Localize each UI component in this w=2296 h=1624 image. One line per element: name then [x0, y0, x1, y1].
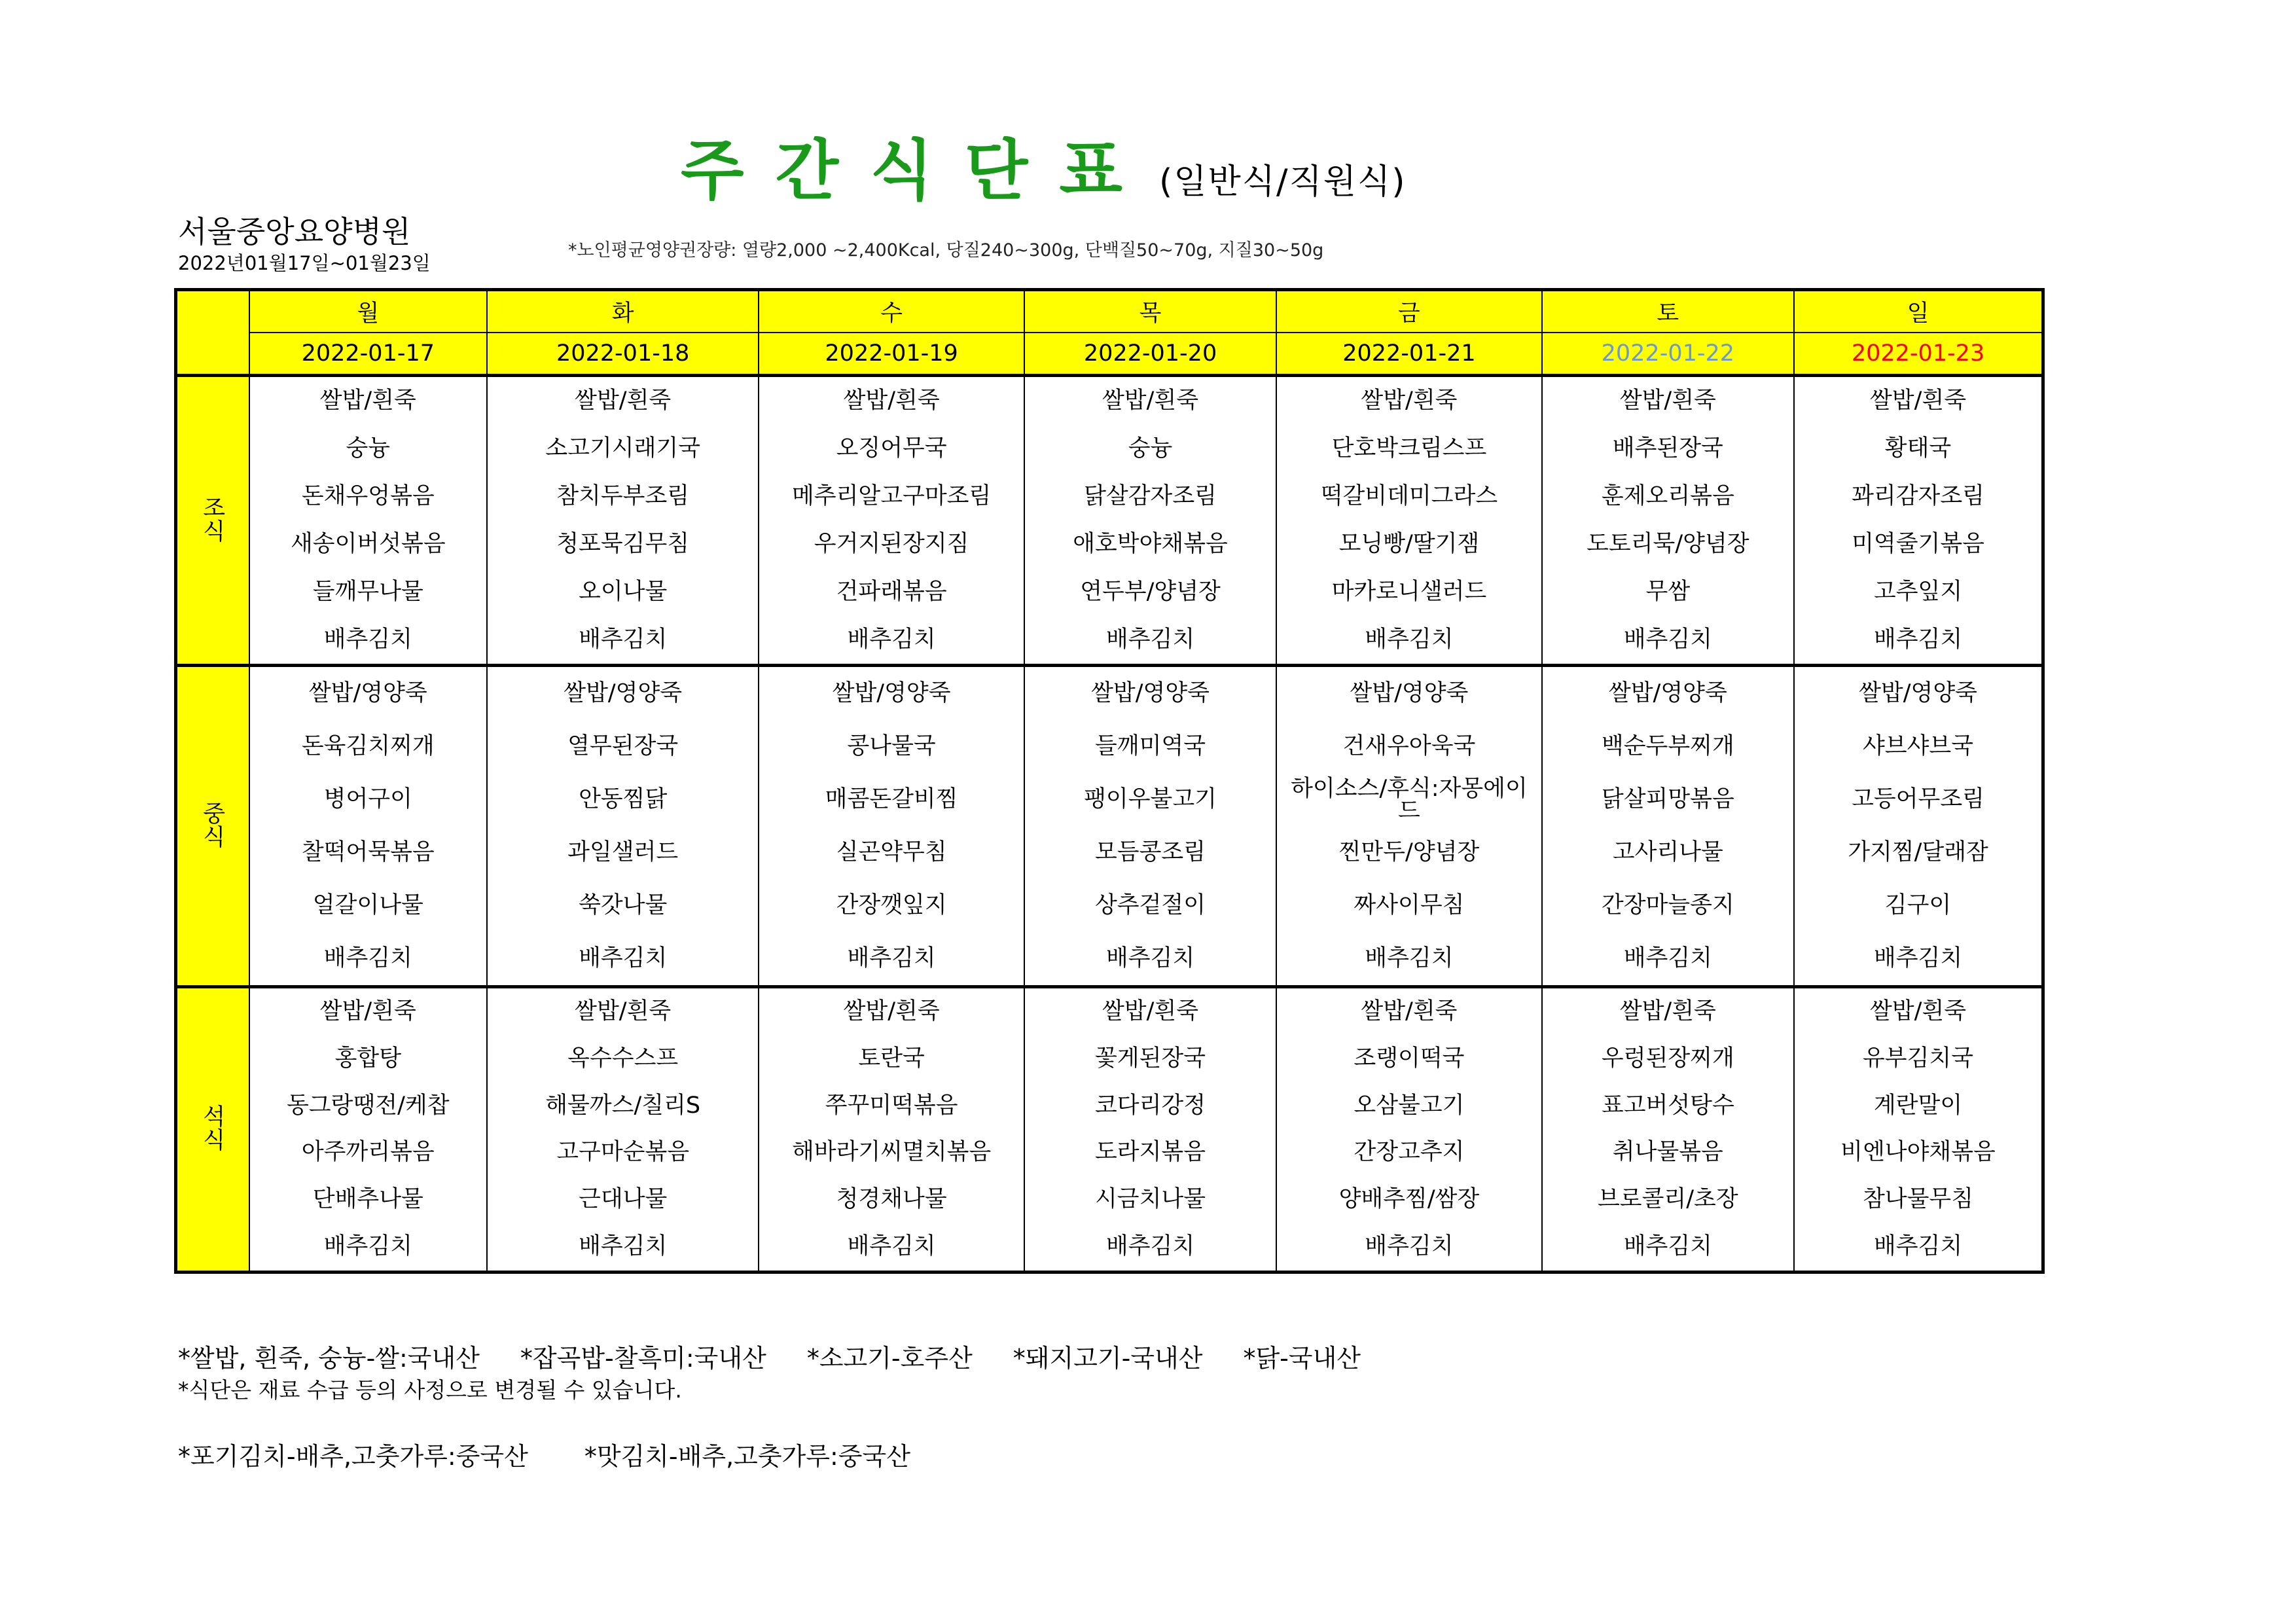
- meal-label: [176, 987, 249, 1272]
- origin-notes-line-2: [178, 1440, 1401, 1473]
- menu-item: 쌀밥/영양죽: [1859, 680, 1977, 706]
- menu-period: 2022년01월17일~01월23일: [178, 252, 431, 274]
- menu-cell: [249, 987, 487, 1272]
- hospital-name: 서울중앙요양병원: [178, 214, 411, 249]
- menu-item: 마카로니샐러드: [1331, 579, 1487, 605]
- menu-item: 쑥갓나물: [579, 892, 668, 918]
- menu-item: 쌀밥/흰죽: [1361, 998, 1458, 1024]
- menu-item: 들깨무나물: [312, 579, 423, 605]
- corner-cell: [176, 290, 249, 376]
- menu-item: 쌀밥/영양죽: [1350, 680, 1469, 706]
- menu-item: 숭늉: [1128, 435, 1173, 461]
- origin-note: *닭-국내산: [1243, 1344, 1361, 1373]
- menu-item: 얼갈이나물: [312, 892, 423, 918]
- menu-item: 청경채나물: [836, 1186, 947, 1213]
- menu-item: 홍합탕: [334, 1045, 402, 1072]
- menu-item: 오삼불고기: [1354, 1092, 1465, 1119]
- menu-item: 브로콜리/초장: [1598, 1186, 1738, 1213]
- day-header-4: 금: [1276, 290, 1541, 333]
- menu-cell: [1024, 666, 1276, 987]
- menu-item: 코다리강정: [1094, 1092, 1206, 1119]
- menu-item: 토란국: [858, 1045, 925, 1072]
- menu-item: 고등어무조림: [1852, 786, 1984, 812]
- menu-item: 병어구이: [323, 786, 412, 812]
- menu-cell: [487, 987, 759, 1272]
- menu-item: 취나물볶음: [1612, 1139, 1723, 1166]
- menu-item: 쌀밥/영양죽: [564, 680, 683, 706]
- menu-item: 배추김치: [1623, 945, 1712, 971]
- origin-notes-line-1: [178, 1342, 1401, 1375]
- menu-cell: [759, 376, 1024, 666]
- menu-item: 쌀밥/흰죽: [575, 998, 672, 1024]
- menu-item: 콩나물국: [847, 733, 936, 759]
- page-title-block: [681, 118, 1407, 212]
- menu-item: 아주까리볶음: [301, 1139, 435, 1166]
- menu-item: 배추김치: [323, 945, 412, 971]
- origin-note: *포기김치-배추,고춧가루:중국산: [178, 1442, 528, 1471]
- menu-item: 쌀밥/흰죽: [575, 388, 672, 414]
- date-header-2: 2022-01-19: [759, 333, 1024, 376]
- menu-item: 쌀밥/흰죽: [1102, 998, 1199, 1024]
- menu-item: 배추김치: [1365, 1233, 1454, 1260]
- menu-cell: [759, 987, 1024, 1272]
- menu-item: 쌀밥/흰죽: [319, 998, 416, 1024]
- menu-item: 배추김치: [579, 1233, 668, 1260]
- meal-row: [176, 987, 2043, 1272]
- menu-item: 참나물무침: [1862, 1186, 1974, 1213]
- date-header-0: 2022-01-17: [249, 333, 487, 376]
- weekly-menu-table: [174, 288, 2045, 1274]
- menu-cell: [1276, 376, 1541, 666]
- day-header-2: 수: [759, 290, 1024, 333]
- menu-item: 황태국: [1884, 435, 1952, 461]
- origin-note: *소고기-호주산: [806, 1344, 973, 1373]
- menu-item: 유부김치국: [1862, 1045, 1974, 1072]
- nutrition-note: *노인평균영양권장량: 열량2,000 ~2,400Kcal, 당질240~300g, 단백질50~70g, 지질30~50g: [568, 240, 1324, 261]
- menu-item: 들깨미역국: [1094, 733, 1206, 759]
- menu-cell: [759, 666, 1024, 987]
- date-header-5: 2022-01-22: [1542, 333, 1794, 376]
- menu-item: 배추김치: [1365, 945, 1454, 971]
- day-header-row: [176, 290, 2043, 333]
- menu-item: 미역줄기볶음: [1852, 531, 1984, 557]
- day-header-0: 월: [249, 290, 487, 333]
- date-header-3: 2022-01-20: [1024, 333, 1276, 376]
- origin-note: *맛김치-배추,고춧가루:중국산: [584, 1442, 910, 1471]
- menu-item: 쌀밥/흰죽: [1361, 388, 1458, 414]
- menu-item: 짜사이무침: [1354, 892, 1465, 918]
- menu-item: 배추김치: [323, 626, 412, 653]
- menu-item: 쭈꾸미떡볶음: [825, 1092, 958, 1119]
- menu-cell: [249, 376, 487, 666]
- menu-item: 꽈리감자조림: [1852, 483, 1984, 509]
- menu-item: 도토리묵/양념장: [1587, 531, 1749, 557]
- menu-cell: [1542, 987, 1794, 1272]
- menu-cell: [487, 376, 759, 666]
- menu-item: 쌀밥/흰죽: [843, 998, 940, 1024]
- menu-item: 하이소스/후식:자몽에이드: [1291, 775, 1528, 824]
- menu-cell: [1794, 666, 2043, 987]
- menu-item: 배추김치: [1623, 626, 1712, 653]
- menu-item: 가지찜/달래잠: [1848, 839, 1988, 865]
- menu-cell: [1276, 987, 1541, 1272]
- menu-cell: [487, 666, 759, 987]
- menu-cell: [1024, 376, 1276, 666]
- menu-item: 배추김치: [1873, 945, 1963, 971]
- menu-item: 계란말이: [1873, 1092, 1963, 1119]
- menu-item: 쌀밥/흰죽: [1869, 388, 1967, 414]
- date-header-1: 2022-01-18: [487, 333, 759, 376]
- menu-item: 배추김치: [1105, 626, 1195, 653]
- menu-item: 배추김치: [1623, 1233, 1712, 1260]
- menu-item: 모듬콩조림: [1094, 839, 1206, 865]
- day-header-1: 화: [487, 290, 759, 333]
- menu-item: 연두부/양념장: [1080, 579, 1221, 605]
- menu-item: 고추잎지: [1873, 579, 1963, 605]
- menu-item: 팽이우불고기: [1084, 786, 1217, 812]
- menu-cell: [1794, 987, 2043, 1272]
- menu-item: 백순두부찌개: [1601, 733, 1734, 759]
- menu-item: 안동찜닭: [579, 786, 668, 812]
- menu-item: 오이나물: [579, 579, 668, 605]
- menu-item: 새송이버섯볶음: [290, 531, 446, 557]
- menu-item: 찐만두/양념장: [1338, 839, 1480, 865]
- menu-item: 떡갈비데미그라스: [1320, 483, 1498, 509]
- menu-item: 간장깻잎지: [836, 892, 947, 918]
- menu-item: 실곤약무침: [836, 839, 947, 865]
- menu-item: 옥수수스프: [567, 1045, 679, 1072]
- menu-item: 샤브샤브국: [1862, 733, 1974, 759]
- menu-item: 근대나물: [579, 1186, 668, 1213]
- page-title: 주간식단표: [681, 132, 1154, 209]
- menu-item: 애호박야채볶음: [1073, 531, 1228, 557]
- menu-item: 꽃게된장국: [1094, 1045, 1206, 1072]
- menu-item: 쌀밥/영양죽: [1091, 680, 1210, 706]
- day-header-3: 목: [1024, 290, 1276, 333]
- menu-item: 배추김치: [1105, 1233, 1195, 1260]
- meal-label: [176, 376, 249, 666]
- meal-label-text: 석식: [203, 1104, 226, 1155]
- menu-item: 배추김치: [1365, 626, 1454, 653]
- menu-item: 무쌈: [1645, 579, 1691, 605]
- menu-item: 청포묵김무침: [556, 531, 690, 557]
- menu-item: 쌀밥/흰죽: [1619, 998, 1716, 1024]
- menu-item: 오징어무국: [836, 435, 947, 461]
- menu-item: 비엔나야채볶음: [1840, 1139, 1996, 1166]
- menu-item: 찰떡어묵볶음: [301, 839, 435, 865]
- menu-item: 쌀밥/흰죽: [319, 388, 416, 414]
- menu-item: 닭살감자조림: [1084, 483, 1217, 509]
- menu-item: 표고버섯탕수: [1601, 1092, 1734, 1119]
- meal-label-text: 중식: [203, 801, 226, 851]
- menu-item: 과일샐러드: [567, 839, 679, 865]
- menu-item: 돈채우엉볶음: [301, 483, 435, 509]
- menu-item: 단호박크림스프: [1331, 435, 1487, 461]
- menu-item: 상추겉절이: [1094, 892, 1206, 918]
- menu-item: 배추김치: [579, 626, 668, 653]
- menu-item: 간장마늘종지: [1601, 892, 1734, 918]
- menu-item: 해바라기씨멸치볶음: [791, 1139, 992, 1166]
- menu-item: 동그랑땡전/케찹: [287, 1092, 450, 1119]
- menu-item: 양배추찜/쌈장: [1338, 1186, 1480, 1213]
- page-subtitle: (일반식/직원식): [1159, 162, 1407, 202]
- menu-item: 숭늉: [346, 435, 391, 461]
- menu-cell: [1542, 376, 1794, 666]
- day-header-6: 일: [1794, 290, 2043, 333]
- origin-note: *쌀밥, 흰죽, 숭늉-쌀:국내산: [178, 1344, 480, 1373]
- menu-item: 쌀밥/영양죽: [832, 680, 951, 706]
- menu-item: 배추김치: [847, 1233, 936, 1260]
- menu-item: 우렁된장찌개: [1601, 1045, 1734, 1072]
- menu-item: 훈제오리볶음: [1601, 483, 1734, 509]
- menu-item: 배추김치: [847, 626, 936, 653]
- menu-item: 매콤돈갈비찜: [825, 786, 958, 812]
- menu-item: 배추김치: [847, 945, 936, 971]
- menu-item: 배추김치: [323, 1233, 412, 1260]
- menu-cell: [249, 666, 487, 987]
- menu-item: 조랭이떡국: [1354, 1045, 1465, 1072]
- menu-cell: [1794, 376, 2043, 666]
- menu-item: 배추김치: [579, 945, 668, 971]
- menu-item: 쌀밥/흰죽: [1619, 388, 1716, 414]
- menu-item: 소고기시래기국: [545, 435, 701, 461]
- menu-item: 우거지된장지짐: [814, 531, 969, 557]
- meal-label: [176, 666, 249, 987]
- meal-label-text: 조식: [203, 496, 226, 545]
- menu-item: 고사리나물: [1612, 839, 1723, 865]
- menu-item: 쌀밥/영양죽: [308, 680, 427, 706]
- menu-item: 건파래볶음: [836, 579, 947, 605]
- day-header-5: 토: [1542, 290, 1794, 333]
- menu-item: 해물까스/칠리S: [545, 1092, 701, 1119]
- meal-row: [176, 666, 2043, 987]
- menu-cell: [1276, 666, 1541, 987]
- origin-note: *잡곡밥-찰흑미:국내산: [520, 1344, 766, 1373]
- menu-item: 쌀밥/흰죽: [1869, 998, 1967, 1024]
- origin-note: *돼지고기-국내산: [1013, 1344, 1203, 1373]
- menu-item: 고구마순볶음: [556, 1139, 690, 1166]
- menu-item: 도라지볶음: [1094, 1139, 1206, 1166]
- menu-item: 닭살피망볶음: [1601, 786, 1734, 812]
- menu-item: 쌀밥/흰죽: [843, 388, 940, 414]
- menu-item: 돈육김치찌개: [301, 733, 435, 759]
- menu-item: 모닝빵/딸기잼: [1338, 531, 1480, 557]
- menu-cell: [1024, 987, 1276, 1272]
- menu-item: 배추김치: [1873, 1233, 1963, 1260]
- menu-item: 참치두부조림: [556, 483, 690, 509]
- menu-item: 배추된장국: [1612, 435, 1723, 461]
- menu-disclaimer: *식단은 재료 수급 등의 사정으로 변경될 수 있습니다.: [178, 1377, 682, 1403]
- menu-item: 열무된장국: [567, 733, 679, 759]
- date-header-4: 2022-01-21: [1276, 333, 1541, 376]
- menu-item: 배추김치: [1873, 626, 1963, 653]
- menu-item: 쌀밥/흰죽: [1102, 388, 1199, 414]
- date-header-row: [176, 333, 2043, 376]
- menu-item: 메추리알고구마조림: [791, 483, 992, 509]
- menu-item: 건새우아욱국: [1342, 733, 1476, 759]
- date-header-6: 2022-01-23: [1794, 333, 2043, 376]
- meal-row: [176, 376, 2043, 666]
- menu-item: 단배추나물: [312, 1186, 423, 1213]
- menu-cell: [1542, 666, 1794, 987]
- menu-item: 간장고추지: [1354, 1139, 1465, 1166]
- menu-item: 시금치나물: [1094, 1186, 1206, 1213]
- menu-item: 쌀밥/영양죽: [1608, 680, 1727, 706]
- menu-item: 배추김치: [1105, 945, 1195, 971]
- menu-item: 김구이: [1884, 892, 1952, 918]
